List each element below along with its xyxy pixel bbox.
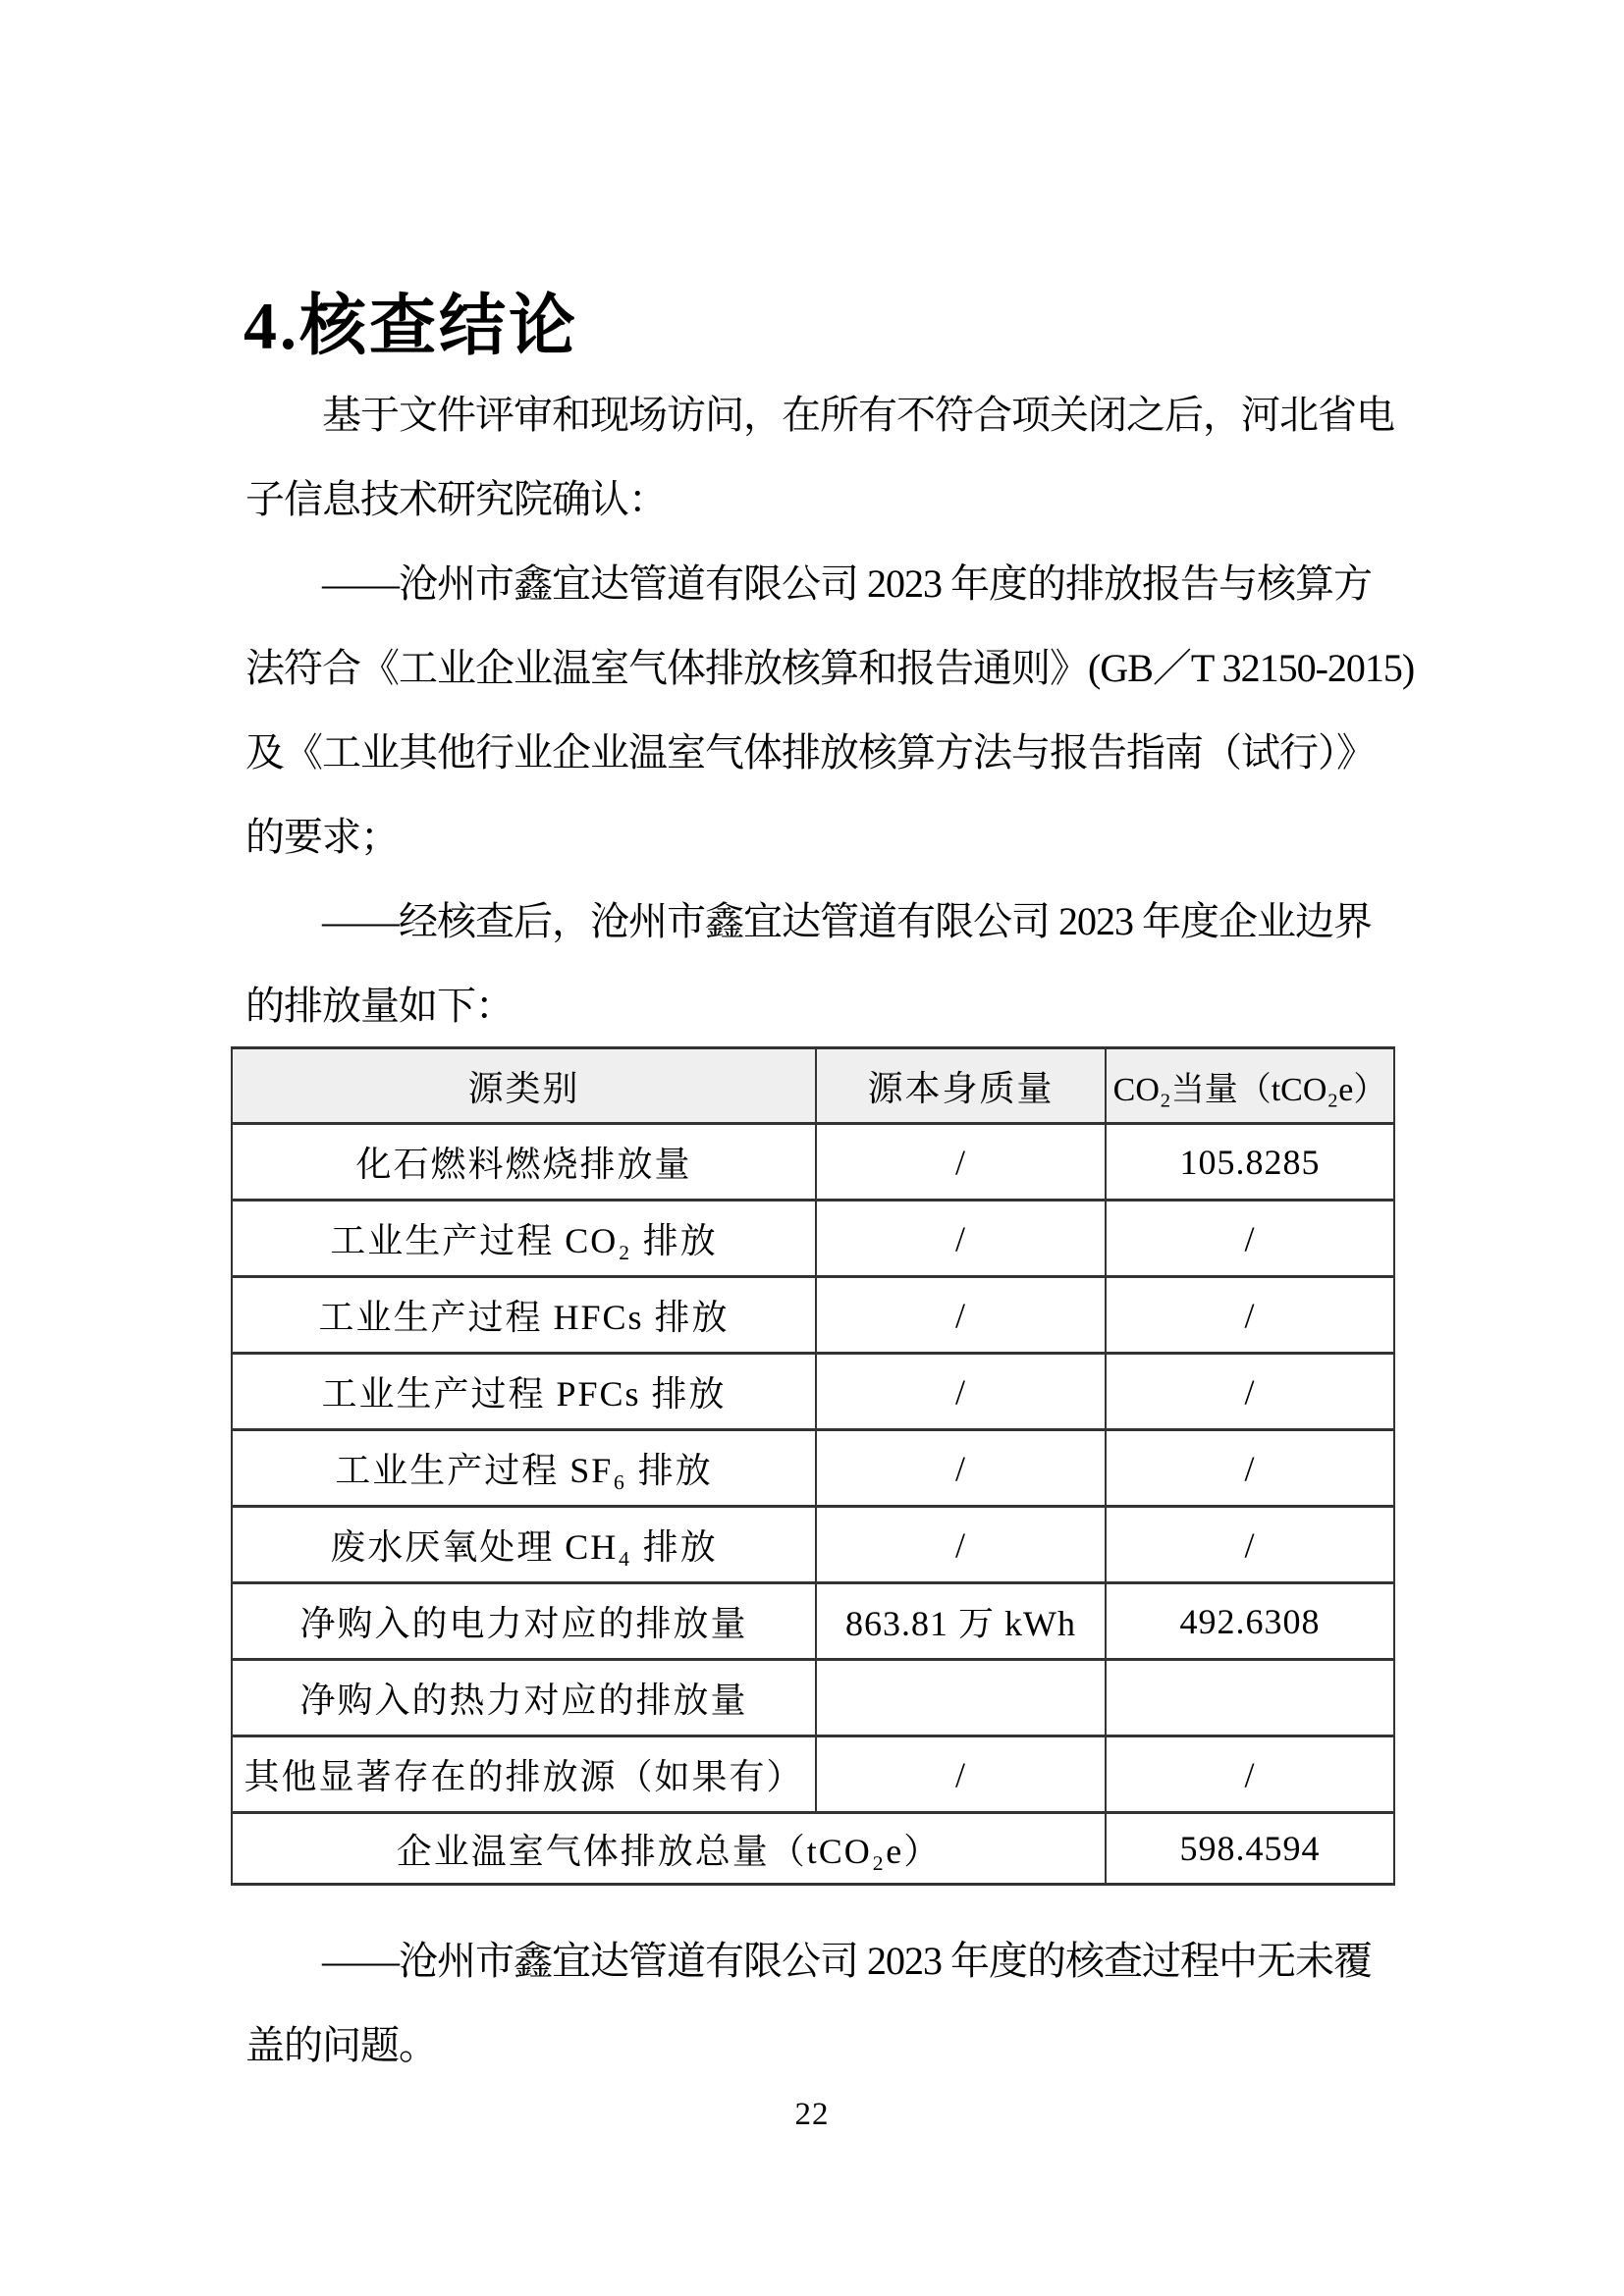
table-cell-value: / [1106,1736,1394,1813]
table-row [232,1201,1394,1277]
table-cell-label: 工业生产过程 SF₆ 排放 [232,1430,816,1507]
table-row [232,1583,1394,1660]
table-cell-label: 废水厌氧处理 CH₄ 排放 [232,1507,816,1583]
paragraph-line: 的要求； [245,815,399,859]
paragraph-line: ——沧州市鑫宜达管道有限公司 2023 年度的核查过程中无未覆 [322,1939,1372,1983]
paragraph-line: 的排放量如下： [245,984,514,1028]
paragraph-line: 盖的问题。 [245,2023,437,2067]
table-cell-value: / [816,1507,1106,1583]
table-row [232,1354,1394,1430]
section-heading: 4.核查结论 [244,289,579,363]
table-cell-value: / [816,1736,1106,1813]
table-header-row [232,1048,1394,1124]
table-cell-label: 工业生产过程 HFCs 排放 [232,1277,816,1354]
table-cell-value: / [816,1277,1106,1354]
table-cell-label: 化石燃料燃烧排放量 [232,1124,816,1201]
paragraph-line: 子信息技术研究院确认： [245,477,667,521]
table-cell-value [1106,1660,1394,1736]
table-cell-value: 105.8285 [1106,1124,1394,1201]
emissions-table [231,1046,1395,1886]
table-cell-value: / [816,1124,1106,1201]
table-row [232,1430,1394,1507]
table-row [232,1736,1394,1813]
table-row [232,1660,1394,1736]
table-row [232,1124,1394,1201]
table-cell-total-label: 企业温室气体排放总量（tCO₂e） [232,1813,1106,1885]
table-cell-total-value: 598.4594 [1106,1813,1394,1885]
table-cell-value: / [1106,1507,1394,1583]
table-header-cell-source-mass: 源本身质量 [816,1048,1106,1124]
table-cell-value: / [1106,1354,1394,1430]
paragraph-line: ——经核查后，沧州市鑫宜达管道有限公司 2023 年度企业边界 [322,899,1372,943]
page-number: 22 [794,2097,830,2132]
table-cell-value: / [1106,1201,1394,1277]
table-header-cell-co2-equivalent: CO₂当量（tCO₂e） [1106,1048,1394,1124]
paragraph-line: 法符合《工业企业温室气体排放核算和报告通则》(GB／T 32150-2015) [245,646,1415,690]
table-row [232,1507,1394,1583]
paragraph-line: ——沧州市鑫宜达管道有限公司 2023 年度的排放报告与核算方 [322,561,1372,606]
paragraph-line: 及《工业其他行业企业温室气体排放核算方法与报告指南（试行）》 [245,730,1375,774]
table-cell-label: 净购入的热力对应的排放量 [232,1660,816,1736]
table-cell-value [816,1660,1106,1736]
table-cell-label: 工业生产过程 PFCs 排放 [232,1354,816,1430]
table-cell-value: 492.6308 [1106,1583,1394,1660]
table-header-cell-source-category: 源类别 [232,1048,816,1124]
table-cell-label: 工业生产过程 CO₂ 排放 [232,1201,816,1277]
table-cell-label: 净购入的电力对应的排放量 [232,1583,816,1660]
table-cell-value: / [1106,1430,1394,1507]
table-cell-value: / [816,1201,1106,1277]
table-cell-value: 863.81 万 kWh [816,1583,1106,1660]
table-cell-label: 其他显著存在的排放源（如果有） [232,1736,816,1813]
table-total-row [232,1813,1394,1885]
table-row [232,1277,1394,1354]
table-cell-value: / [816,1354,1106,1430]
body-text-top [245,373,1415,1048]
body-text-bottom [245,1919,1394,2088]
table-cell-value: / [1106,1277,1394,1354]
table-cell-value: / [816,1430,1106,1507]
paragraph-line: 基于文件评审和现场访问，在所有不符合项关闭之后，河北省电 [322,393,1394,437]
